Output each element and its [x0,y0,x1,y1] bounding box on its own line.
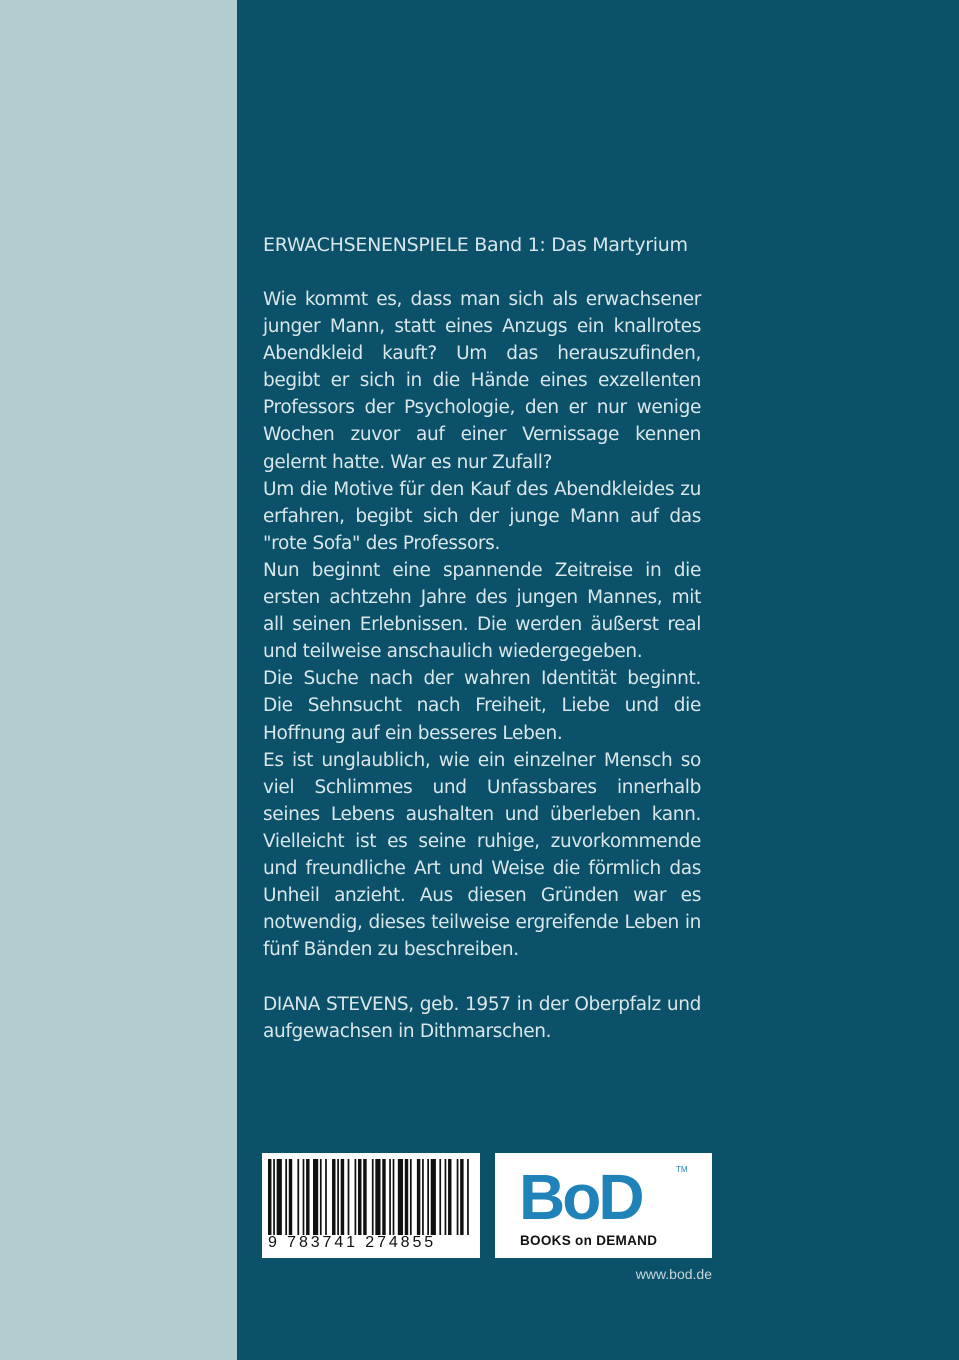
isbn-number: 9 783741 274855 [268,1234,437,1251]
publisher-tagline: BOOKS on DEMAND [520,1233,658,1248]
blurb-paragraph-1: Wie kommt es, dass man sich als erwachsener junger Mann, statt eines Anzugs ein knallrotes Abendkleid kauft? Um das herauszufinden, begibt er sich in die Hände eines exzellenten Professors der Psychologie, den er nur wenige Wochen zuvor auf einer Vernissage kennen gelernt hatte. War es nur Zufall? [263,289,701,473]
blurb-text [263,286,701,963]
blurb-paragraph-2: Um die Motive für den Kauf des Abendkleides zu erfahren, begibt sich der junge Mann auf das "rote Sofa" des Professors. [263,478,701,554]
trademark-mark: TM [676,1165,688,1174]
blurb-paragraph-3: Nun beginnt eine spannende Zeitreise in die ersten achtzehn Jahre des jungen Mannes, mit all seinen Erlebnissen. Die werden äußerst real und teilweise anschaulich wiedergegeben. [263,559,701,663]
publisher-website: www.bod.de [635,1266,712,1282]
publisher-logo [495,1153,712,1258]
bod-logo-icon: BoD [519,1161,642,1233]
barcode-bars [268,1159,474,1235]
book-title: ERWACHSENENSPIELE Band 1: Das Martyrium [263,234,688,256]
blurb-paragraph-4: Die Suche nach der wahren Identität beginnt. Die Sehnsucht nach Freiheit, Liebe und die Hoffnung auf ein besseres Leben. [263,668,701,744]
barcode [262,1153,480,1258]
blurb-paragraph-5: Es ist unglaublich, wie ein einzelner Mensch so viel Schlimmes und Unfassbares innerhalb seines Lebens aushalten und überleben kann. Vielleicht ist es seine ruhige, zuvorkommende und freundliche Art und Weise die förmlich das Unheil anzieht. Aus diesen Gründen war es notwendig, dieses teilweise ergreifende Leben in fünf Bänden zu beschreiben. [263,749,701,961]
book-spine [0,0,237,1360]
author-bio: DIANA STEVENS, geb. 1957 in der Oberpfalz und aufgewachsen in Dithmarschen. [263,994,701,1043]
